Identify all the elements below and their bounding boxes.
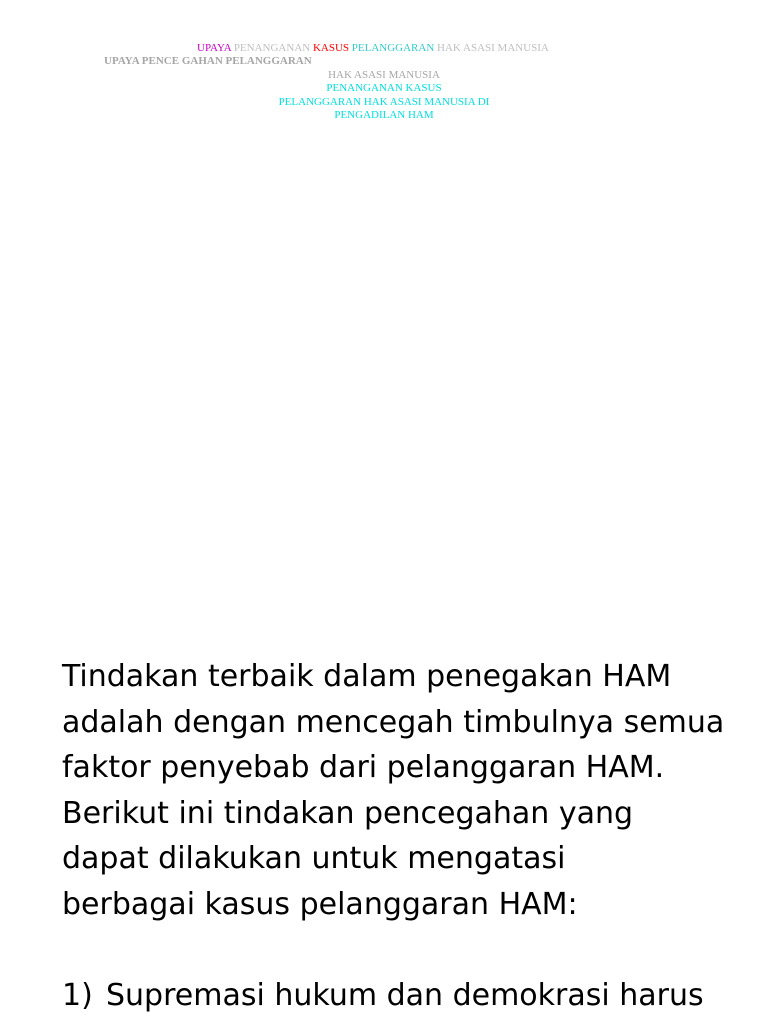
list-item-text: Supremasi hukum dan demokrasi harus — [106, 977, 704, 1013]
header-word-upaya: UPAYA — [197, 42, 232, 54]
header-word-kasus: KASUS — [312, 42, 350, 54]
paragraph-line: Tindakan terbaik dalam penegakan HAM — [62, 659, 672, 694]
header-line-5: PELANGGARAN HAK ASASI MANUSIA DI — [278, 96, 490, 108]
paragraph-spacer — [62, 927, 742, 973]
list-item — [62, 973, 742, 1019]
paragraph-line: faktor penyebab dari pelanggaran HAM. — [62, 750, 665, 785]
header-word-pelanggaran: PELANGGARAN — [349, 42, 435, 54]
header-word-penanganan: PENANGANAN — [231, 42, 313, 54]
paragraph-line: Berikut ini tindakan pencegahan yang — [62, 795, 634, 831]
header-line-1 — [0, 42, 768, 55]
paragraph-line: berbagai kasus pelanggaran HAM: — [62, 886, 578, 922]
list-item-number: 1) — [62, 977, 93, 1013]
header-word-ham: HAK ASASI MANUSIA — [434, 42, 549, 54]
header-line-2: UPAYA PENCE GAHAN PELANGGARAN — [104, 55, 312, 67]
paragraph-line: adalah dengan mencegah timbulnya semua — [62, 704, 725, 740]
main-paragraph — [62, 654, 742, 1018]
header-line-6: PENGADILAN HAM — [334, 109, 434, 121]
paragraph-line: dapat dilakukan untuk mengatasi — [62, 841, 566, 876]
header-line-4: PENANGANAN KASUS — [326, 82, 442, 94]
header-line-3: HAK ASASI MANUSIA — [328, 69, 440, 81]
